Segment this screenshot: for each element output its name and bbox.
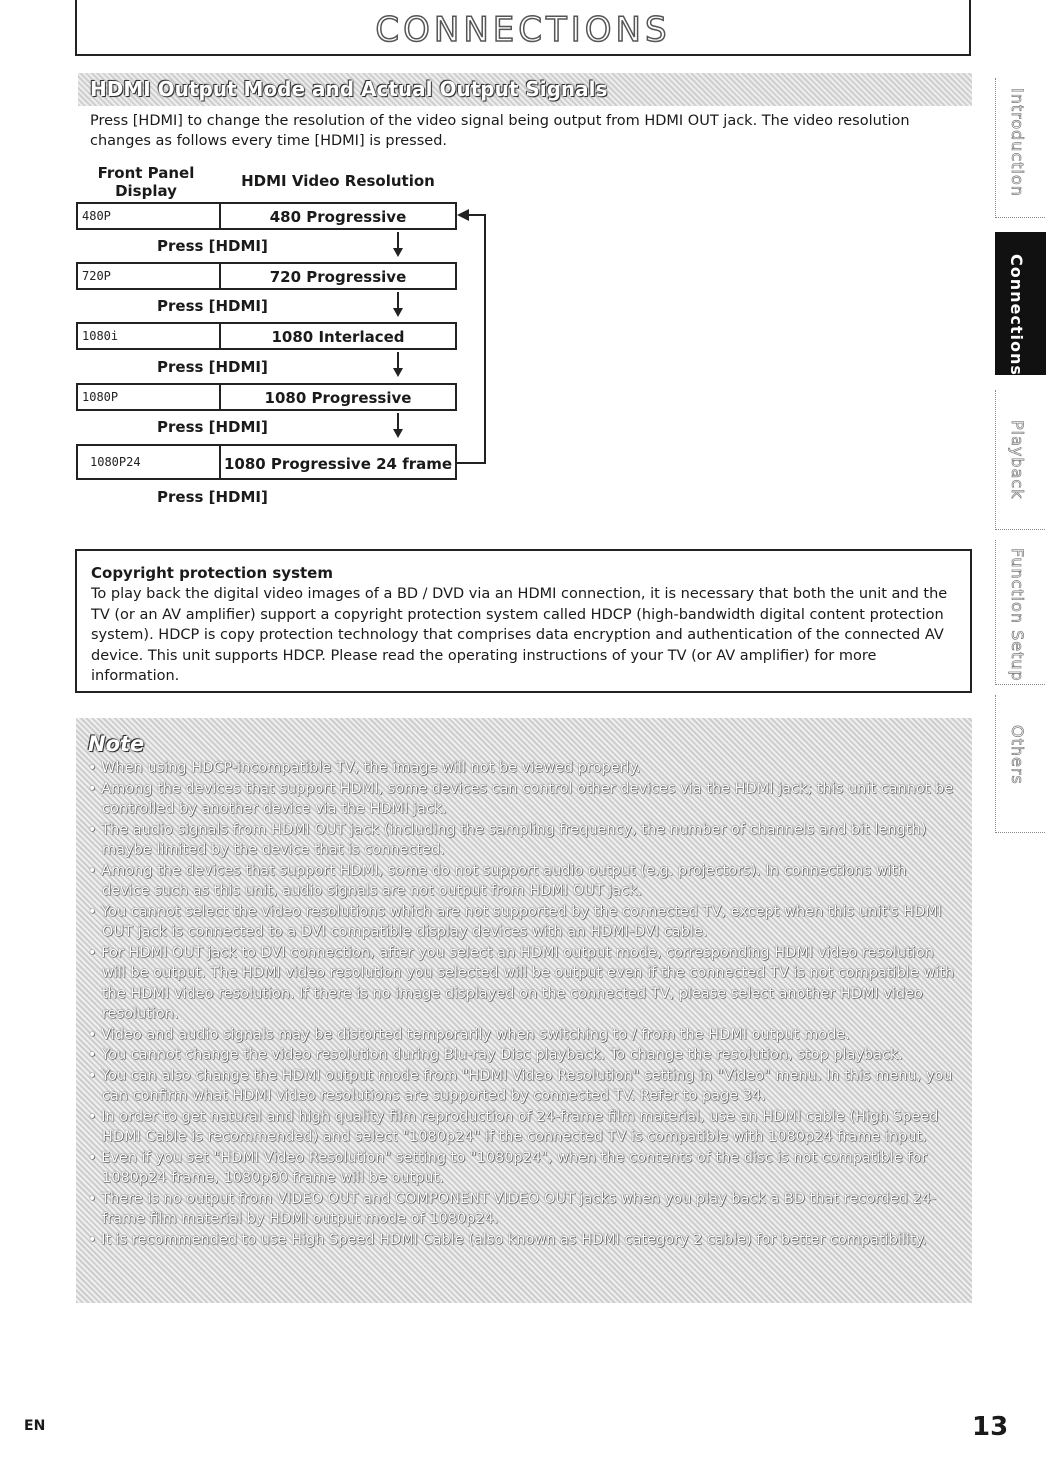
down-arrow-icon (390, 413, 406, 439)
section-title: HDMI Output Mode and Actual Output Signals (90, 77, 608, 101)
note-item: • In order to get natural and high quality film reproduction of 24-frame film material, use an HDMI cable (High Speed HDMI Cable is recommended) and select "1080p24" if the connected TV is compatible with 1080p24 frame input. (88, 1107, 958, 1148)
resolution: 720 Progressive (269, 268, 407, 286)
note-item: • It is recommended to use High Speed HDMI Cable (also known as HDMI category 2 cable) for better compatibility. (88, 1230, 958, 1251)
display-code: 480P (82, 209, 111, 223)
section-banner (78, 73, 972, 106)
table-row (76, 202, 457, 230)
note-item: • There is no output from VIDEO OUT and COMPONENT VIDEO OUT jacks when you play back a BD that recorded 24-frame film material by HDMI output mode of 1080p24. (88, 1189, 958, 1230)
side-tab-introduction[interactable] (995, 78, 1046, 218)
note-item: • Among the devices that support HDMI, some do not support audio output (e.g. projectors). In connections with device such as this unit, audio signals are not output from HDMI OUT jack. (88, 861, 958, 902)
page-number: 13 (972, 1412, 1009, 1442)
language-label: EN (24, 1418, 46, 1434)
page-header (75, 0, 971, 56)
display-code: 1080P24 (90, 455, 141, 469)
side-tab-function-setup[interactable] (995, 540, 1046, 685)
col-header-display: Front Panel Display (97, 164, 195, 200)
side-tab-playback[interactable] (995, 390, 1046, 530)
side-tab-others[interactable] (995, 695, 1046, 833)
note-item: • You can also change the HDMI output mode from "HDMI Video Resolution" setting in "Video" menu. In this menu, you can confirm what HDMI video resolutions are supported by connected TV. Refer to page 34. (88, 1066, 958, 1107)
down-arrow-icon (390, 352, 406, 378)
note-item: • For HDMI OUT jack to DVI connection, after you select an HDMI output mode, corresponding HDMI video resolution will be output. The HDMI video resolution you selected will be output even if the connected TV is not compatible with the HDMI video resolution. If there is no image displayed on the connected TV, please select another HDMI video resolution. (88, 943, 958, 1025)
down-arrow-icon (390, 232, 406, 258)
note-box (76, 718, 972, 1303)
side-tab-label: Connections (1007, 254, 1026, 376)
press-hdmi-label: Press [HDMI] (157, 418, 268, 436)
copyright-box (75, 549, 972, 693)
note-item: • Video and audio signals may be distorted temporarily when switching to / from the HDMI output mode. (88, 1025, 958, 1046)
intro-paragraph: Press [HDMI] to change the resolution of the video signal being output from HDMI OUT jack. The video resolution changes as follows every time [HDMI] is pressed. (90, 113, 910, 149)
table-row (76, 262, 457, 290)
down-arrow-icon (390, 292, 406, 318)
loop-back-arrow-icon (455, 205, 490, 470)
copyright-title: Copyright protection system (91, 564, 333, 582)
page-title: CONNECTIONS (375, 10, 671, 50)
press-hdmi-label: Press [HDMI] (157, 297, 268, 315)
note-item: • The audio signals from HDMI OUT jack (including the sampling frequency, the number of channels and bit length) maybe limited by the device that is connected. (88, 820, 958, 861)
copyright-body: To play back the digital video images of a BD / DVD via an HDMI connection, it is necessary that both the unit and the TV (or an AV amplifier) support a copyright protection system called HDCP (high-bandwidth digital content protection system). HDCP is copy protection technology that comprises data encryption and authentication of the connected AV device. This unit supports HDCP. Please read the operating instructions of your TV (or AV amplifier) for more information. (91, 586, 948, 684)
table-row (76, 383, 457, 411)
resolution: 1080 Progressive (264, 389, 412, 407)
display-code: 1080i (82, 329, 119, 343)
press-hdmi-label: Press [HDMI] (157, 488, 268, 506)
side-tab-label: Introduction (1008, 88, 1027, 197)
display-code: 1080P (82, 390, 119, 404)
display-code: 720P (82, 269, 111, 283)
resolution: 480 Progressive (269, 208, 407, 226)
note-item: • You cannot select the video resolutions which are not supported by the connected TV, except when this unit's HDMI OUT jack is connected to a DVI compatible display devices with an HDMI-DVI cable. (88, 902, 958, 943)
resolution: 1080 Progressive 24 frame (223, 455, 453, 473)
table-row (76, 322, 457, 350)
table-row (76, 444, 457, 480)
resolution: 1080 Interlaced (271, 328, 405, 346)
press-hdmi-label: Press [HDMI] (157, 358, 268, 376)
side-tab-label: Playback (1008, 420, 1027, 500)
note-item: • You cannot change the video resolution during Blu-ray Disc playback. To change the resolution, stop playback. (88, 1045, 958, 1066)
note-title: Note (88, 732, 145, 756)
press-hdmi-label: Press [HDMI] (157, 237, 268, 255)
side-tab-connections[interactable] (995, 232, 1046, 375)
note-item: • When using HDCP-incompatible TV, the image will not be viewed properly. (88, 758, 958, 779)
note-list (88, 758, 958, 1250)
side-tab-label: Function Setup (1008, 548, 1027, 682)
note-item: • Even if you set "HDMI Video Resolution" setting to "1080p24", when the contents of the disc is not compatible for 1080p24 frame, 1080p60 frame will be output. (88, 1148, 958, 1189)
col-header-resolution: HDMI Video Resolution (241, 172, 435, 190)
side-tab-label: Others (1008, 725, 1027, 785)
note-item: • Among the devices that support HDMI, some devices can control other devices via the HDMI jack; this unit cannot be controlled by another device via the HDMI jack. (88, 779, 958, 820)
